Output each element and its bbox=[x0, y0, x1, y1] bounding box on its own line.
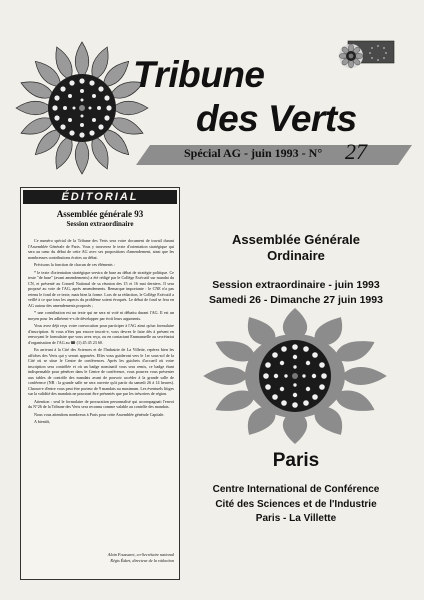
editorial-paragraph: Ce numéro spécial de la Tribune des Verts sera votre document de travail durant l'Assemblée Générale de Paris. Vous y trouverez le texte d'orientation stratégique qui sera au cœur du débat de cette AG avec ses propositions d'amendement, ainsi que les nombreuses contributions écrites au débat. bbox=[28, 238, 174, 260]
venue-info bbox=[166, 483, 424, 527]
assembly-heading bbox=[178, 232, 414, 264]
editorial-subtitle: Session extraordinaire bbox=[66, 220, 134, 228]
editorial-signature bbox=[28, 552, 174, 563]
session-info bbox=[172, 278, 420, 308]
signature-line: Régis Édart, directeur de la rédaction bbox=[110, 557, 174, 563]
masthead-title-line1: Tribune bbox=[133, 54, 265, 95]
editorial-paragraph: * une contribution est un texte qui ne sera ni voté ni débattu durant l'AG. Il est un moyen pour les adhérent-e-s de développer par écrit leurs arguments. bbox=[28, 310, 174, 321]
venue-line3: Paris - La Villette bbox=[255, 513, 337, 524]
venue-line1: Centre International de Conférence bbox=[212, 484, 380, 495]
editorial-paragraph: Nous vous attendons nombreux à Paris pour cette Assemblée générale Capitale. bbox=[34, 411, 165, 417]
editorial-heading: ÉDITORIAL bbox=[23, 190, 177, 204]
editorial-paragraph: Vous avez déjà reçu votre convocation pour participer à l'AG ainsi qu'un formulaire d'inscription. Si vous n'êtes pas encore inscrit-e, vous devrez le faire dès à présent en renvoyant le formulaire que vous avez reçu, ou en contactant Emmanuelle au secrétariat d'organisation de l'AG au ☎ (1) 45 45 23 60. bbox=[28, 323, 174, 345]
issue-number: 27 bbox=[345, 139, 367, 164]
editorial-body bbox=[28, 238, 174, 548]
city-title: Paris bbox=[272, 450, 320, 471]
issue-line: Spécial AG - juin 1993 - N° bbox=[184, 146, 323, 160]
masthead-title-line2: des Verts bbox=[196, 98, 357, 139]
dates-line: Samedi 26 - Dimanche 27 juin 1993 bbox=[209, 294, 383, 306]
editorial-paragraph: En arrivant à la Cité des Sciences et de l'Industrie de La Villette, repérez bien les affiches des Verts qui y seront apposées. Elles vous guideront vers le 1er sous-sol de la Cité où se situe le Centre de conférences. Après les guichets d'accueil où votre inscription sera contrôlée et où un badge nominatif vous sera remis, ce badge étant indispensable pour pénétrer dans le Centre de conférence, vous pourrez vous présenter aux tables de contrôle des mandats avant de pouvoir accéder à la grande salle de conférence (NB : la grande salle ne sera ouverte qu'à partir du samedi 26 à 14 heures). Chacun-e d'entre vous peut être porteur de 9 mandats au maximum. Les éventuels litiges sur la validité des mandats ne pourront être présentés que par les trésoriers de région. bbox=[28, 347, 174, 396]
assembly-heading-line2: Ordinaire bbox=[267, 248, 325, 263]
europe-flag-sunflower-icon bbox=[334, 38, 398, 74]
venue-line2: Cité des Sciences et de l'Industrie bbox=[215, 498, 377, 510]
assembly-heading-line1: Assemblée Générale bbox=[232, 232, 360, 247]
editorial-paragraph: Attention : seul le formulaire de procuration personnalisé qui accompagnait l'envoi du N°26 de la Tribune des Verts sera reconnu comme valable au contrôle des mandats. bbox=[28, 398, 174, 409]
editorial-paragraph: A bientôt, bbox=[34, 419, 51, 424]
sunflower-icon bbox=[12, 38, 152, 178]
session-line: Session extraordinaire - juin 1993 bbox=[212, 279, 380, 291]
editorial-paragraph: * le texte d'orientation stratégique servira de base au débat de stratégie politique. Ce texte "de base" (avant amendements) a été rédigé par le Collège Exécutif sur mandat du CN, et présenté au Conseil National de sa réunion des 15 et 16 mai derniers. Il sera proposé au vote de l'AG, après amendements. Remarque importante : le CNE n'a pas retenu le fond de ce texte, mais bien la forme. Lors de sa rédaction, le Collège Exécutif a veillé à ce que tous les aspects du problème soient évoqués. Le débat de fond se fera en AG autour des amendements proposés ; bbox=[28, 269, 174, 308]
sunflower-icon bbox=[195, 306, 395, 446]
signature-line: Alain Foussaret, co-Secrétaire national bbox=[107, 552, 174, 557]
editorial-title: Assemblée générale 93 bbox=[56, 209, 144, 219]
editorial-paragraph: Précisons la fonction de chacun de ces éléments : bbox=[34, 262, 115, 267]
